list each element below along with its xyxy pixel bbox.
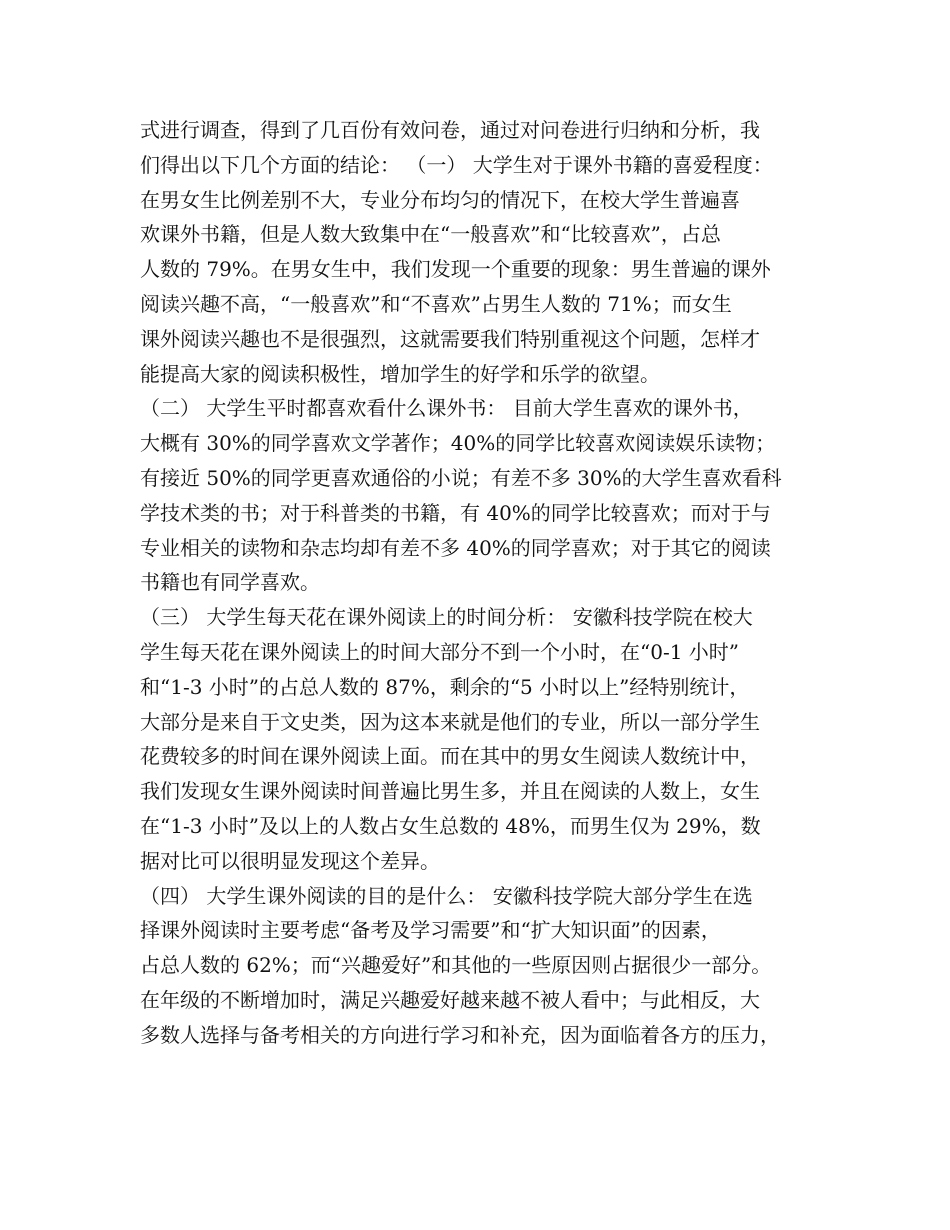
text-line-1: 式进行调查，得到了几百份有效问卷，通过对问卷进行归纳和分析，我 [140, 118, 760, 142]
text-line-23: （四） 大学生课外阅读的目的是什么： 安徽科技学院大部分学生在选 [140, 883, 753, 908]
text-line-7: 课外阅读兴趣也不是很强烈，这就需要我们特别重视这个问题，怎样才 [140, 326, 760, 351]
text-line-6: 阅读兴趣不高，“一般喜欢”和“不喜欢”占男生人数的 71%；而女生 [140, 291, 732, 316]
text-line-19: 花费较多的时间在课外阅读上面。而在其中的男女生阅读人数统计中， [140, 744, 760, 769]
text-line-25: 占总人数的 62%；而“兴趣爱好”和其他的一些原因则占据很少一部分。 [140, 953, 772, 978]
text-line-22: 据对比可以很明显发现这个差异。 [140, 848, 440, 873]
text-line-24: 择课外阅读时主要考虑“备考及学习需要”和“扩大知识面”的因素， [140, 918, 721, 943]
text-line-27: 多数人选择与备考相关的方向进行学习和补充，因为面临着各方的压力， [140, 1022, 780, 1047]
text-line-9: （二） 大学生平时都喜欢看什么课外书： 目前大学生喜欢的课外书， [140, 396, 753, 421]
text-line-21: 在“1-3 小时”及以上的人数占女生总数的 48%，而男生仅为 29%，数 [140, 813, 761, 838]
text-line-10: 大概有 30%的同学喜欢文学著作；40%的同学比较喜欢阅读娱乐读物； [140, 431, 776, 456]
text-line-20: 我们发现女生课外阅读时间普遍比男生多，并且在阅读的人数上，女生 [140, 779, 760, 804]
text-line-12: 学技术类的书；对于科普类的书籍，有 40%的同学比较喜欢；而对于与 [140, 500, 771, 525]
text-line-11: 有接近 50%的同学更喜欢通俗的小说；有差不多 30%的大学生喜欢看科 [140, 465, 782, 490]
body-text [140, 113, 820, 1053]
text-line-2: 们得出以下几个方面的结论： （一） 大学生对于课外书籍的喜爱程度： [140, 152, 773, 177]
text-line-3: 在男女生比例差别不大，专业分布均匀的情况下，在校大学生普遍喜 [140, 187, 740, 212]
text-line-4: 欢课外书籍，但是人数大致集中在“一般喜欢”和“比较喜欢”，占总 [140, 222, 721, 247]
text-line-14: 书籍也有同学喜欢。 [140, 570, 320, 595]
text-line-13: 专业相关的读物和杂志均却有差不多 40%的同学喜欢；对于其它的阅读 [140, 535, 771, 560]
text-line-18: 大部分是来自于文史类，因为这本来就是他们的专业，所以一部分学生 [140, 709, 760, 734]
text-line-26: 在年级的不断增加时，满足兴趣爱好越来越不被人看中；与此相反，大 [140, 987, 760, 1012]
text-line-8: 能提高大家的阅读积极性，增加学生的好学和乐学的欲望。 [140, 361, 660, 386]
text-line-15: （三） 大学生每天花在课外阅读上的时间分析： 安徽科技学院在校大 [140, 605, 753, 630]
text-line-16: 学生每天花在课外阅读上的时间大部分不到一个小时，在“0-1 小时” [140, 639, 740, 664]
text-line-5: 人数的 79%。在男女生中，我们发现一个重要的现象：男生普遍的课外 [140, 257, 771, 282]
text-line-17: 和“1-3 小时”的占总人数的 87%，剩余的“5 小时以上”经特别统计， [140, 674, 750, 699]
